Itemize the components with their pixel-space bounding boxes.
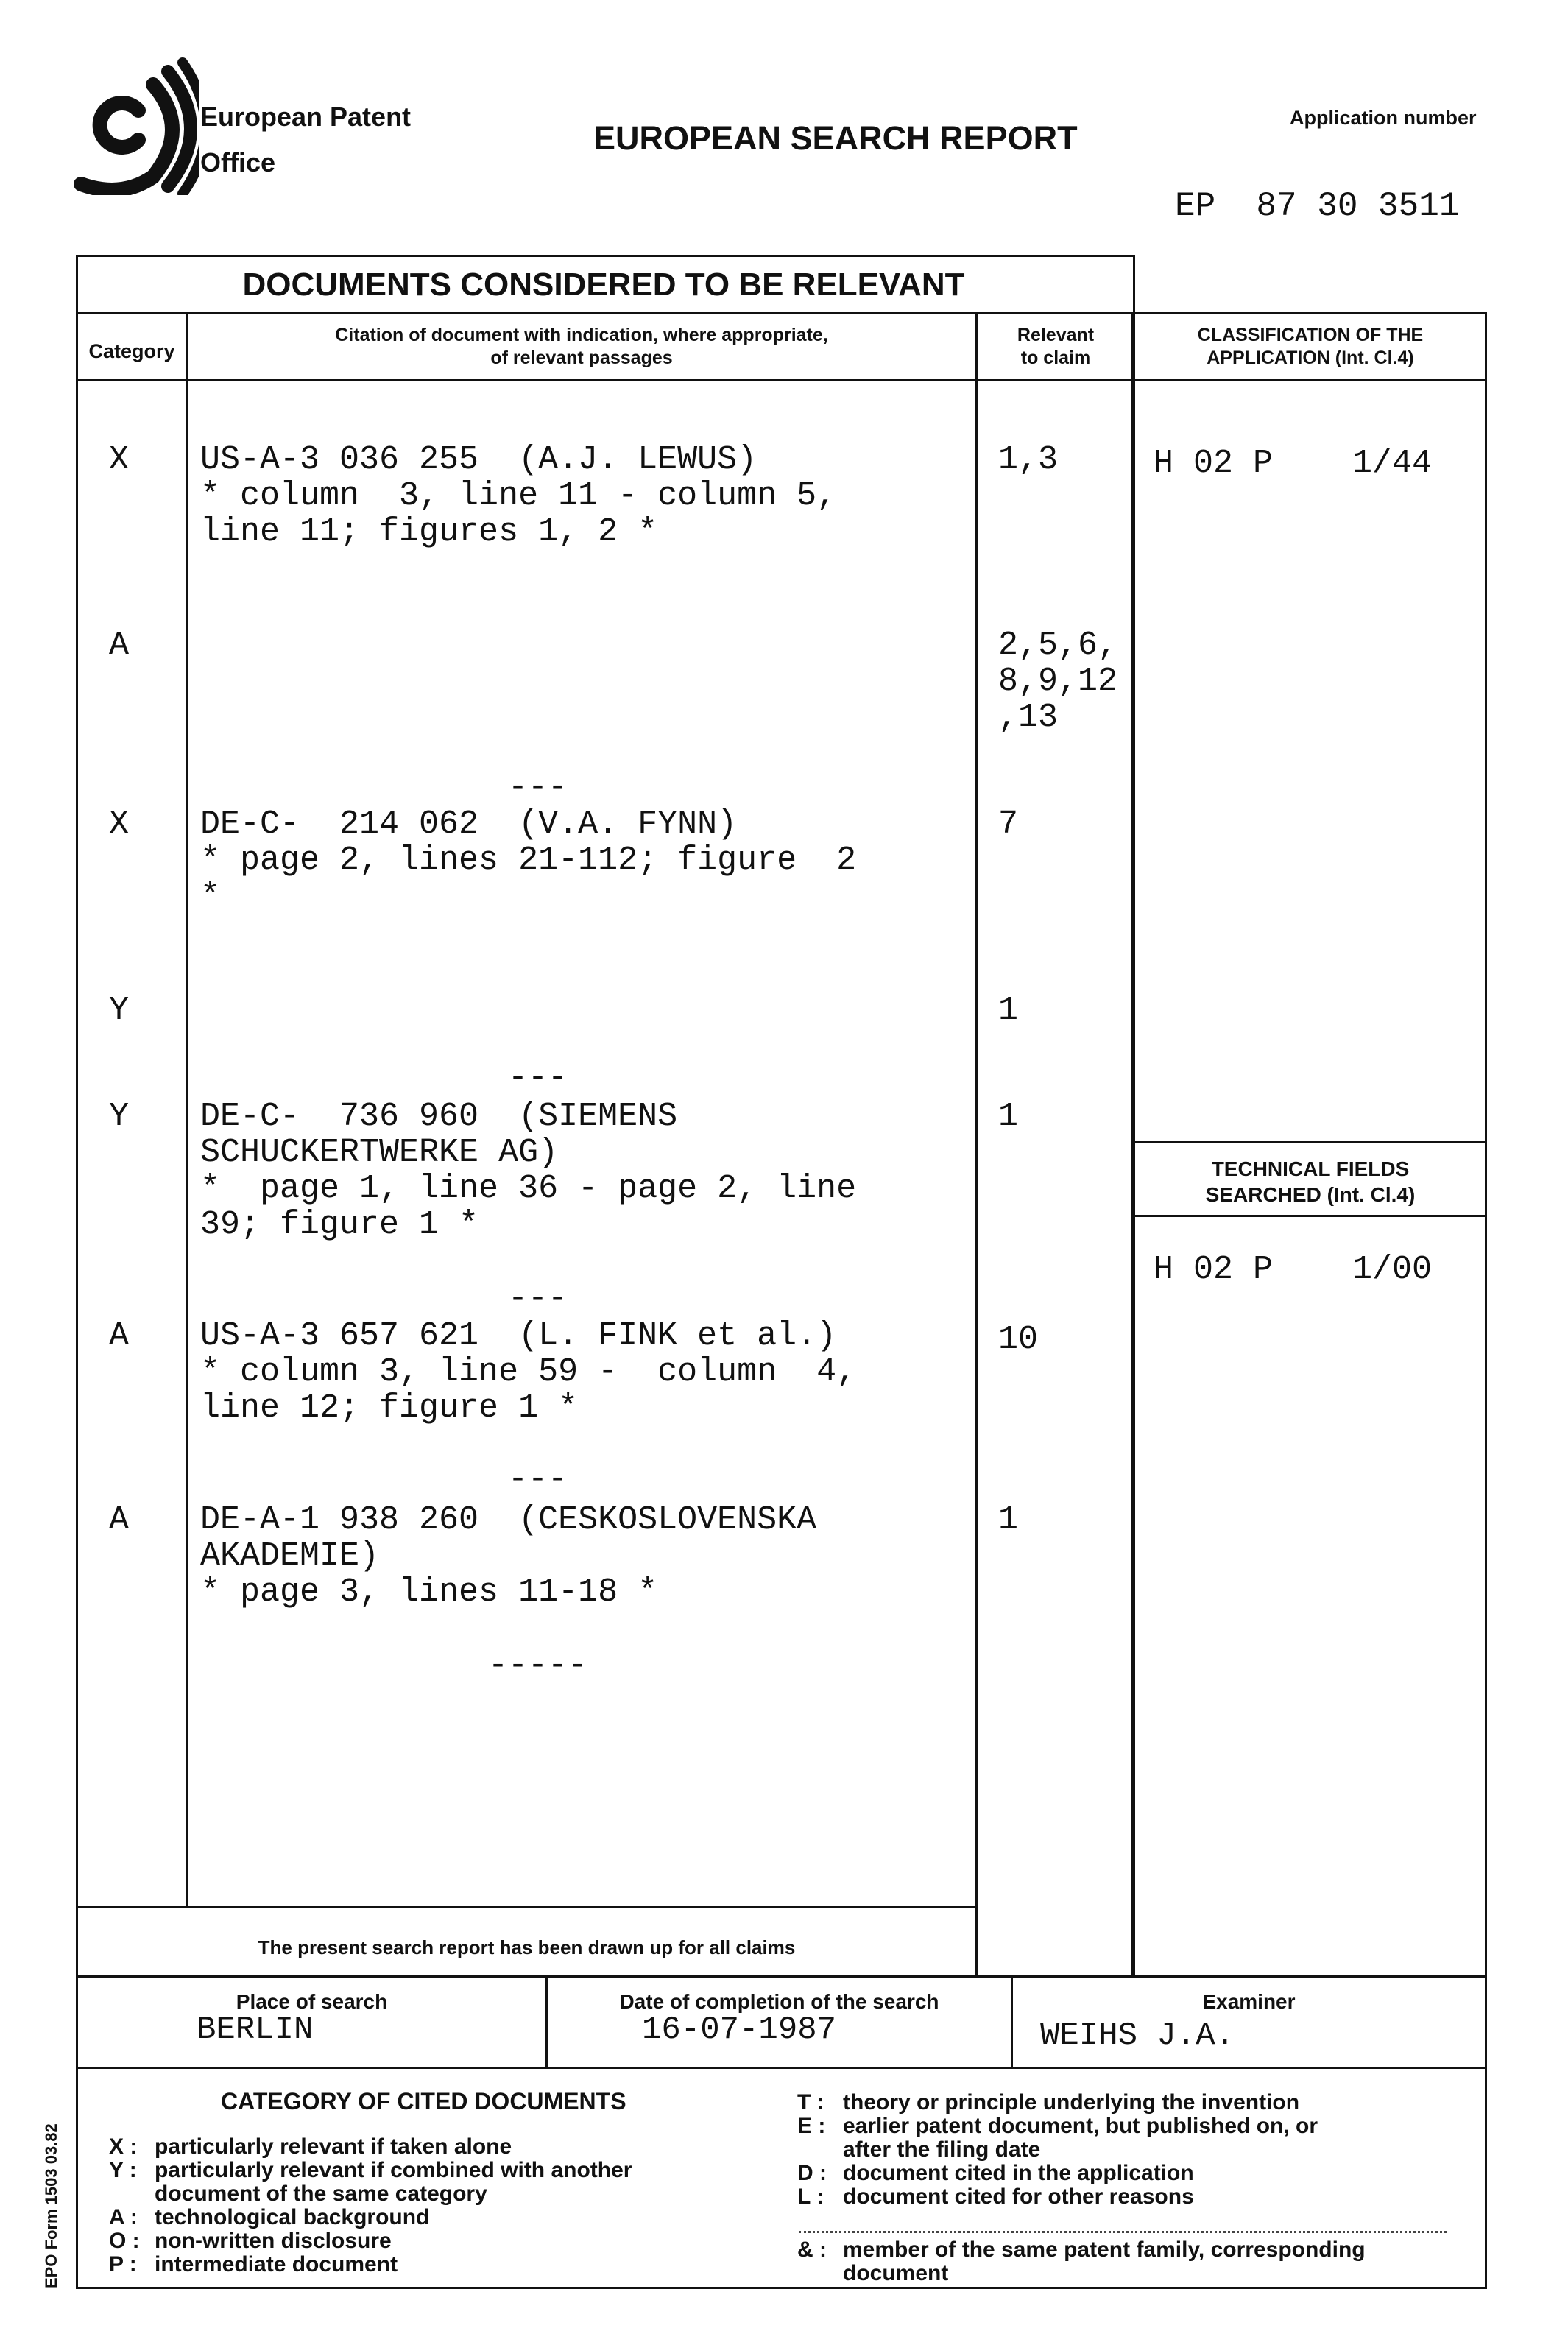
office-name: [200, 94, 411, 186]
legend-item: [797, 2162, 1318, 2185]
legend-text: non-written disclosure: [155, 2229, 392, 2253]
legend-text: member of the same patent family, corresponding: [843, 2237, 1366, 2262]
separator-1: ---: [508, 769, 568, 806]
row-5-relevant: 1: [998, 1098, 1019, 1135]
legend-item: [797, 2115, 1318, 2138]
tech-fields-header-2: SEARCHED (Int. Cl.4): [1205, 1183, 1416, 1206]
row-1-relevant: 1,3: [998, 441, 1059, 479]
legend-key: & :: [797, 2237, 827, 2262]
separator-3: ---: [508, 1280, 568, 1318]
row-3-citation: DE-C- 214 062 (V.A. FYNN) * page 2, lines 21-112; figure 2 *: [200, 805, 857, 915]
row-6-citation: US-A-3 657 621 (L. FINK et al.) * column 3, line 59 - column 4, line 12; figure 1 *: [200, 1317, 857, 1427]
row-1-citation: US-A-3 036 255 (A.J. LEWUS) * column 3, line 11 - column 5, line 11; figures 1, 2 *: [200, 441, 837, 551]
app-number: EP 87 30 3511: [1175, 187, 1460, 225]
legend-item: [109, 2253, 632, 2277]
citation-column-divider: [975, 312, 978, 1978]
legend-text: particularly relevant if taken alone: [155, 2134, 512, 2159]
col-header-citation-2: of relevant passages: [490, 348, 673, 368]
legend-key: [797, 2138, 843, 2162]
tech-fields-header: [1134, 1156, 1487, 1207]
legend-text: particularly relevant if combined with another: [155, 2158, 632, 2182]
legend-item: [797, 2262, 1366, 2285]
col-header-citation: [188, 324, 975, 370]
drawn-up-divider: [76, 1906, 978, 1908]
classification-value: H 02 P 1/44: [1154, 445, 1433, 482]
separator-2: ---: [508, 1059, 568, 1097]
legend-title: CATEGORY OF CITED DOCUMENTS: [221, 2088, 626, 2115]
office-line-2: Office: [200, 147, 276, 177]
legend-key: [797, 2262, 843, 2285]
col-header-class-2: APPLICATION (Int. Cl.4): [1207, 348, 1414, 368]
row-5-category: Y: [109, 1098, 130, 1135]
legend-text: document cited in the application: [843, 2161, 1194, 2185]
legend-item: [797, 2238, 1366, 2262]
tech-fields-top: [1131, 1141, 1487, 1143]
row-6-relevant: 10: [998, 1321, 1039, 1358]
epo-logo: [66, 55, 199, 195]
drawn-up-statement: The present search report has been drawn up for all claims: [258, 1936, 796, 1958]
examiner-label: Examiner: [1202, 1990, 1296, 2013]
row-7-citation: DE-A-1 938 260 (CESKOSLOVENSKA AKADEMIE) * page 3, lines 11-18 *: [200, 1501, 817, 1611]
date-of-completion-value: 16-07-1987: [642, 2011, 837, 2048]
classification-frame: [1131, 312, 1487, 1978]
legend-text: document cited for other reasons: [843, 2184, 1194, 2209]
legend-key: O :: [109, 2229, 140, 2253]
row-1-category: X: [109, 441, 130, 479]
tech-fields-value: H 02 P 1/00: [1154, 1251, 1433, 1288]
legend-text: document: [843, 2261, 949, 2285]
legend-text: earlier patent document, but published on, or: [843, 2114, 1318, 2138]
legend-item: [109, 2229, 632, 2253]
row-4-category: Y: [109, 992, 130, 1029]
row-2-category: A: [109, 627, 130, 664]
legend-text: after the filing date: [843, 2137, 1041, 2162]
tech-fields-bottom: [1131, 1215, 1487, 1217]
separator-4: ---: [508, 1461, 568, 1498]
col-header-classification: [1134, 324, 1487, 370]
legend-dotted-divider: [799, 2231, 1447, 2233]
row-7-relevant: 1: [998, 1501, 1019, 1539]
legend-item: [797, 2091, 1318, 2115]
col-header-class-1: CLASSIFICATION OF THE: [1197, 325, 1424, 345]
col-header-relevant: [978, 324, 1134, 370]
category-column-divider: [186, 312, 188, 1906]
row-3-category: X: [109, 805, 130, 843]
place-of-search-label: Place of search: [236, 1990, 388, 2013]
legend-key: P :: [109, 2252, 137, 2277]
app-number-label: Application number: [1290, 107, 1477, 129]
date-of-completion-label: Date of completion of the search: [619, 1990, 939, 2013]
legend-text: intermediate document: [155, 2252, 398, 2277]
legend-key: [109, 2182, 155, 2206]
tech-fields-header-1: TECHNICAL FIELDS: [1211, 1157, 1410, 1180]
legend-text: theory or principle underlying the invention: [843, 2090, 1300, 2115]
col-header-relevant-2: to claim: [1020, 348, 1091, 368]
form-identifier: EPO Form 1503 03.82: [42, 2123, 60, 2288]
table-title: DOCUMENTS CONSIDERED TO BE RELEVANT: [242, 267, 965, 303]
legend-item: [797, 2185, 1318, 2209]
header-divider: [76, 312, 1487, 314]
col-header-category: Category: [88, 340, 175, 362]
place-of-search-value: BERLIN: [197, 2011, 314, 2048]
row-2-relevant: 2,5,6, 8,9,12 ,13: [998, 627, 1118, 736]
office-line-1: European Patent: [200, 102, 412, 132]
row-7-category: A: [109, 1501, 130, 1539]
report-title: EUROPEAN SEARCH REPORT: [593, 119, 1078, 157]
legend-item: [797, 2138, 1318, 2162]
legend-item: [109, 2159, 632, 2182]
column-header-divider: [76, 379, 1487, 381]
family-legend: [797, 2238, 1366, 2285]
examiner-value: WEIHS J.A.: [1040, 2017, 1235, 2054]
legend-key: X :: [109, 2134, 138, 2159]
legend-item: [109, 2135, 632, 2159]
row-4-relevant: 1: [998, 992, 1019, 1029]
right-legend: [797, 2091, 1318, 2209]
legend-text: technological background: [155, 2205, 430, 2229]
col-header-relevant-1: Relevant: [1017, 325, 1095, 345]
legend-key: T :: [797, 2090, 824, 2115]
legend-key: E :: [797, 2114, 826, 2138]
legend-key: Y :: [109, 2158, 137, 2182]
left-legend: [109, 2135, 632, 2277]
row-6-category: A: [109, 1317, 130, 1355]
legend-item: [109, 2206, 632, 2229]
row-3-relevant: 7: [998, 805, 1019, 843]
legend-key: L :: [797, 2184, 824, 2209]
row-5-citation: DE-C- 736 960 (SIEMENS SCHUCKERTWERKE AG) * page 1, line 36 - page 2, line 39; figure 1 *: [200, 1098, 857, 1244]
legend-item: [109, 2182, 632, 2206]
legend-key: D :: [797, 2161, 827, 2185]
separator-5: -----: [488, 1647, 588, 1685]
legend-key: A :: [109, 2205, 138, 2229]
col-header-citation-1: Citation of document with indication, where appropriate,: [335, 325, 828, 345]
legend-text: document of the same category: [155, 2182, 487, 2206]
